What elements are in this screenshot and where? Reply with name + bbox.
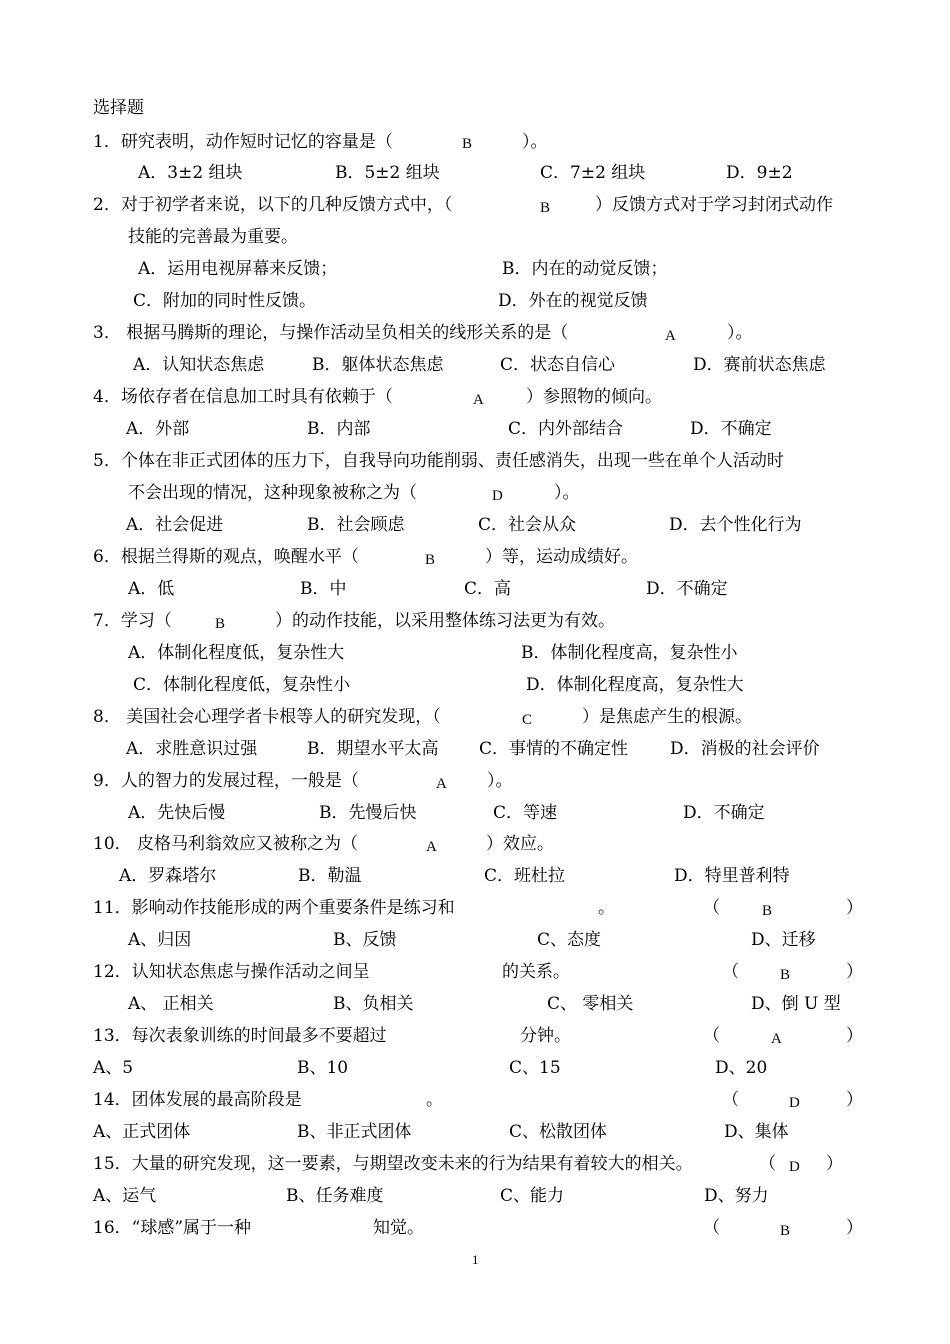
- question-11-open: （: [703, 898, 720, 918]
- question-8-option-c: C．事情的不确定性: [479, 739, 629, 759]
- question-3-stem: 3． 根据马腾斯的理论，与操作活动呈负相关的线形关系的是（: [93, 323, 569, 343]
- question-4-option-b: B．内部: [307, 419, 371, 439]
- question-3-option-b: B．躯体状态焦虑: [312, 355, 444, 375]
- question-5-option-a: A．社会促进: [126, 515, 224, 535]
- question-8-option-d: D．消极的社会评价: [670, 739, 820, 759]
- question-16-answer: B: [780, 1223, 791, 1239]
- question-12-open: （: [722, 962, 739, 982]
- question-9-option-c: C．等速: [493, 803, 558, 823]
- question-9-close: ）。: [487, 771, 513, 791]
- question-5-close: ）。: [554, 483, 580, 503]
- question-5-option-c: C．社会从众: [478, 515, 577, 535]
- question-14-stem: 14．团体发展的最高阶段是: [93, 1090, 302, 1110]
- question-12-option-a: A、 正相关: [128, 994, 214, 1014]
- question-1-close: ）。: [522, 132, 548, 152]
- question-4-option-c: C．内外部结合: [508, 419, 624, 439]
- question-1-option-b: B．5±2 组块: [335, 163, 440, 183]
- question-15-answer: D: [789, 1159, 800, 1175]
- question-10-option-d: D．特里普利特: [674, 866, 790, 886]
- question-10-stem: 10． 皮格马利翁效应又被称之为（: [93, 834, 359, 854]
- question-10-option-c: C．班杜拉: [484, 866, 566, 886]
- question-14-stem-end: 。: [426, 1090, 443, 1110]
- question-4-close: ）参照物的倾向。: [526, 387, 662, 407]
- question-9-option-a: A．先快后慢: [128, 803, 226, 823]
- question-1-option-d: D．9±2: [726, 163, 793, 183]
- question-16-close: ）: [846, 1218, 863, 1238]
- question-2-option-a: A．运用电视屏幕来反馈；: [138, 259, 338, 279]
- question-9-answer: A: [436, 776, 447, 792]
- question-5-option-d: D．去个性化行为: [669, 515, 802, 535]
- question-10-answer: A: [426, 839, 437, 855]
- question-4-stem: 4．场依存者在信息加工时具有依赖于（: [93, 387, 393, 407]
- question-2-stem: 2．对于初学者来说，以下的几种反馈方式中，（: [93, 195, 453, 215]
- question-15-option-a: A、运气: [93, 1186, 157, 1206]
- question-11-stem: 11．影响动作技能形成的两个重要条件是练习和: [93, 898, 455, 918]
- question-14-close: ）: [846, 1090, 863, 1110]
- question-8-option-b: B．期望水平太高: [307, 739, 439, 759]
- question-13-stem-end: 分钟。: [520, 1026, 571, 1046]
- question-6-option-b: B．中: [300, 579, 347, 599]
- question-2-close: ）反馈方式对于学习封闭式动作: [595, 195, 833, 215]
- question-8-option-a: A．求胜意识过强: [126, 739, 258, 759]
- question-14-option-a: A、正式团体: [93, 1122, 191, 1142]
- question-16-stem-end: 知觉。: [373, 1218, 424, 1238]
- question-6-close: ）等，运动成绩好。: [485, 547, 638, 567]
- question-14-answer: D: [789, 1095, 800, 1111]
- question-13-option-b: B、10: [297, 1058, 349, 1078]
- question-2-option-d: D．外在的视觉反馈: [498, 291, 648, 311]
- question-5-stem-line2: 不会出现的情况，这种现象被称之为（: [128, 483, 417, 503]
- question-15-open: （: [759, 1154, 776, 1174]
- question-3-answer: A: [665, 328, 676, 344]
- question-11-option-d: D、迁移: [751, 930, 816, 950]
- question-11-stem-end: 。: [598, 898, 615, 918]
- question-16-open: （: [703, 1218, 720, 1238]
- question-15-close: ）: [826, 1154, 843, 1174]
- question-6-stem: 6．根据兰得斯的观点，唤醒水平（: [93, 547, 359, 567]
- question-2-answer: B: [540, 200, 551, 216]
- question-8-answer: C: [522, 712, 533, 728]
- question-7-answer: B: [215, 616, 226, 632]
- question-3-option-a: A．认知状态焦虑: [133, 355, 265, 375]
- question-7-option-c: C．体制化程度低，复杂性小: [133, 675, 351, 695]
- question-5-option-b: B．社会顾虑: [307, 515, 405, 535]
- question-3-option-c: C．状态自信心: [500, 355, 616, 375]
- question-14-option-b: B、非正式团体: [297, 1122, 412, 1142]
- question-7-option-a: A．体制化程度低，复杂性大: [128, 643, 345, 663]
- question-7-option-d: D．体制化程度高，复杂性大: [526, 675, 744, 695]
- question-3-close: ）。: [727, 323, 753, 343]
- question-8-close: ）是焦虑产生的根源。: [582, 707, 752, 727]
- question-2-option-b: B．内在的动觉反馈；: [502, 259, 668, 279]
- question-13-answer: A: [771, 1031, 782, 1047]
- question-10-close: ）效应。: [486, 834, 554, 854]
- question-15-option-b: B、任务难度: [286, 1186, 384, 1206]
- question-13-close: ）: [846, 1026, 863, 1046]
- question-12-stem: 12．认知状态焦虑与操作活动之间呈: [93, 962, 370, 982]
- question-14-open: （: [722, 1090, 739, 1110]
- question-11-answer: B: [762, 903, 773, 919]
- question-9-option-b: B．先慢后快: [319, 803, 417, 823]
- question-6-option-d: D．不确定: [646, 579, 728, 599]
- question-7-close: ）的动作技能，以采用整体练习法更为有效。: [275, 611, 615, 631]
- question-10-option-b: B．勒温: [298, 866, 362, 886]
- question-7-stem: 7．学习（: [93, 611, 172, 631]
- question-12-option-d: D、倒 U 型: [751, 994, 841, 1014]
- question-8-stem: 8． 美国社会心理学者卡根等人的研究发现，（: [93, 707, 441, 727]
- question-1-option-c: C．7±2 组块: [540, 163, 646, 183]
- question-5-stem: 5．个体在非正式团体的压力下，自我导向功能削弱、责任感消失，出现一些在单个人活动时: [93, 451, 784, 471]
- question-1-answer: B: [462, 136, 473, 152]
- page-number: 1: [472, 1252, 479, 1267]
- question-7-option-b: B．体制化程度高，复杂性小: [521, 643, 738, 663]
- question-15-option-c: C、能力: [500, 1186, 565, 1206]
- question-16-stem: 16．“球感”属于一种: [93, 1218, 252, 1238]
- question-14-option-c: C、松散团体: [509, 1122, 608, 1142]
- question-4-option-a: A．外部: [126, 419, 190, 439]
- question-12-answer: B: [780, 967, 791, 983]
- question-9-stem: 9．人的智力的发展过程，一般是（: [93, 771, 359, 791]
- question-1-stem: 1．研究表明，动作短时记忆的容量是（: [93, 132, 393, 152]
- question-4-option-d: D．不确定: [690, 419, 772, 439]
- question-12-stem-end: 的关系。: [502, 962, 570, 982]
- question-13-stem: 13．每次表象训练的时间最多不要超过: [93, 1026, 387, 1046]
- question-9-option-d: D．不确定: [683, 803, 765, 823]
- question-3-option-d: D．赛前状态焦虑: [693, 355, 826, 375]
- question-12-option-c: C、 零相关: [547, 994, 634, 1014]
- question-15-option-d: D、努力: [704, 1186, 769, 1206]
- question-14-option-d: D、集体: [724, 1122, 789, 1142]
- question-2-stem-line2: 技能的完善最为重要。: [128, 227, 298, 247]
- question-11-option-c: C、态度: [537, 930, 602, 950]
- question-11-option-a: A、归因: [128, 930, 192, 950]
- question-5-answer: D: [492, 488, 503, 504]
- question-12-close: ）: [846, 962, 863, 982]
- question-11-close: ）: [846, 898, 863, 918]
- question-13-open: （: [703, 1026, 720, 1046]
- question-6-option-a: A．低: [128, 579, 175, 599]
- question-1-option-a: A．3±2 组块: [138, 163, 243, 183]
- question-13-option-a: A、5: [93, 1058, 134, 1078]
- question-11-option-b: B、反馈: [333, 930, 397, 950]
- question-2-option-c: C．附加的同时性反馈。: [133, 291, 317, 311]
- question-15-stem: 15．大量的研究发现，这一要素，与期望改变未来的行为结果有着较大的相关。: [93, 1154, 693, 1174]
- question-10-option-a: A．罗森塔尔: [119, 866, 217, 886]
- question-12-option-b: B、负相关: [333, 994, 414, 1014]
- section-heading: 选择题: [93, 98, 144, 118]
- question-6-option-c: C．高: [464, 579, 512, 599]
- question-6-answer: B: [425, 552, 436, 568]
- question-4-answer: A: [473, 392, 484, 408]
- question-13-option-c: C、15: [509, 1058, 561, 1078]
- question-13-option-d: D、20: [715, 1058, 768, 1078]
